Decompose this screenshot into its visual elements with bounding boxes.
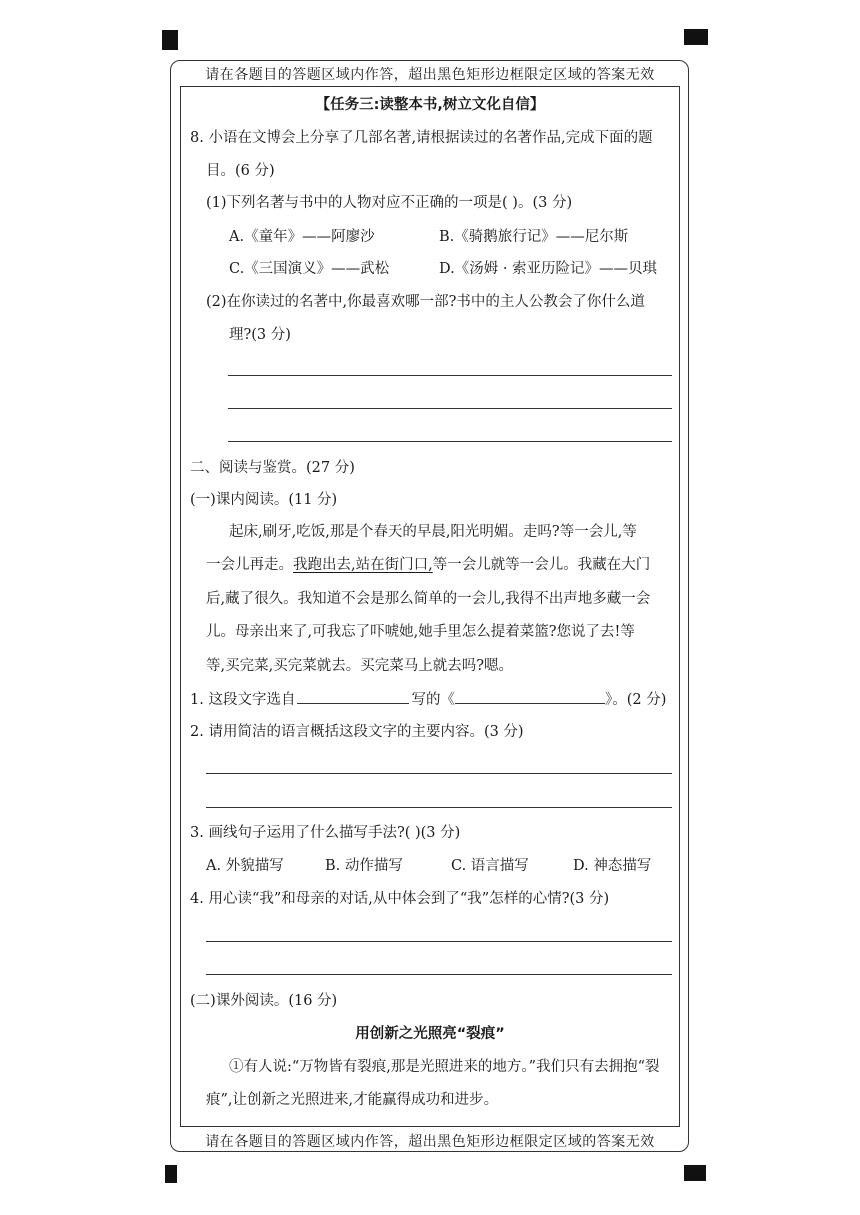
- question-4: 4. 用心读“我”和母亲的对话,从中体会到了“我”怎样的心情?(3 分): [190, 891, 610, 907]
- question-8-line1: 8. 小语在文博会上分享了几部名著,请根据读过的名著作品,完成下面的题: [190, 130, 653, 146]
- registration-mark-bottom-left: [165, 1165, 177, 1183]
- question-8-1: (1)下列名著与书中的人物对应不正确的一项是( )。(3 分): [206, 195, 573, 211]
- passage-line-2: [206, 555, 650, 575]
- author-blank[interactable]: [297, 689, 409, 704]
- passage-line-2-end: 等一会儿就等一会儿。我藏在大门: [432, 557, 651, 573]
- passage-line-4: 儿。母亲出来了,可我忘了吓唬她,她手里怎么提着菜篮?您说了去!等: [206, 624, 635, 640]
- passage-line-2-start: 一会儿再走。: [206, 557, 293, 573]
- part-2-heading: (二)课外阅读。(16 分): [190, 993, 338, 1009]
- answer-line[interactable]: [206, 807, 672, 808]
- question-1-suffix: 》。(2 分): [604, 692, 667, 708]
- registration-mark-top-left: [162, 30, 178, 50]
- answer-line[interactable]: [228, 441, 672, 442]
- answer-line[interactable]: [206, 974, 672, 975]
- registration-mark-bottom-right: [684, 1165, 706, 1181]
- question-8-2-line1: (2)在你读过的名著中,你最喜欢哪一部?书中的主人公教会了你什么道: [206, 294, 645, 310]
- option-3-c: C. 语言描写: [451, 858, 529, 874]
- option-8-1-b: B.《骑鹅旅行记》——尼尔斯: [439, 229, 629, 245]
- question-1: [190, 689, 666, 710]
- option-8-1-d: D.《汤姆 · 索亚历险记》——贝琪: [439, 261, 658, 277]
- answer-area-notice-top: 请在各题目的答题区域内作答，超出黑色矩形边框限定区域的答案无效: [205, 67, 655, 83]
- article-line-1: ①有人说:“万物皆有裂痕,那是光照进来的地方。”我们只有去拥抱“裂: [229, 1059, 660, 1075]
- question-1-middle: 写的《: [411, 692, 455, 708]
- answer-line[interactable]: [228, 375, 672, 376]
- answer-line[interactable]: [228, 408, 672, 409]
- part-1-heading: (一)课内阅读。(11 分): [190, 492, 338, 508]
- question-3: 3. 画线句子运用了什么描写手法?( )(3 分): [190, 825, 461, 841]
- answer-line[interactable]: [206, 773, 672, 774]
- question-8-line2: 目。(6 分): [206, 163, 275, 179]
- article-line-2: 痕”,让创新之光照进来,才能赢得成功和进步。: [206, 1092, 499, 1108]
- option-8-1-c: C.《三国演义》——武松: [229, 261, 390, 277]
- book-title-blank[interactable]: [455, 689, 605, 704]
- passage-line-3: 后,藏了很久。我知道不会是那么简单的一会儿,我得不出声地多藏一会: [206, 591, 651, 607]
- question-8-2-line2: 理?(3 分): [229, 327, 291, 343]
- task3-heading: 【任务三:读整本书,树立文化自信】: [315, 97, 545, 113]
- passage-line-5: 等,买完菜,买完菜就去。买完菜马上就去吗?嗯。: [206, 658, 513, 674]
- question-1-prefix: 1. 这段文字选自: [190, 692, 296, 708]
- registration-mark-top-right: [684, 29, 708, 45]
- option-3-a: A. 外貌描写: [206, 858, 284, 874]
- passage-line-1: 起床,刷牙,吃饭,那是个春天的早晨,阳光明媚。走吗?等一会儿,等: [229, 524, 637, 540]
- option-8-1-a: A.《童年》——阿廖沙: [229, 229, 375, 245]
- option-3-d: D. 神态描写: [573, 858, 652, 874]
- option-3-b: B. 动作描写: [325, 858, 403, 874]
- answer-area-notice-bottom: 请在各题目的答题区域内作答，超出黑色矩形边框限定区域的答案无效: [205, 1134, 655, 1150]
- answer-line[interactable]: [206, 941, 672, 942]
- section-2-heading: 二、阅读与鉴赏。(27 分): [190, 460, 355, 476]
- article-title: 用创新之光照亮“裂痕”: [355, 1026, 505, 1042]
- underlined-sentence: 我跑出去,站在街门口,: [293, 557, 433, 573]
- question-2: 2. 请用简洁的语言概括这段文字的主要内容。(3 分): [190, 724, 524, 740]
